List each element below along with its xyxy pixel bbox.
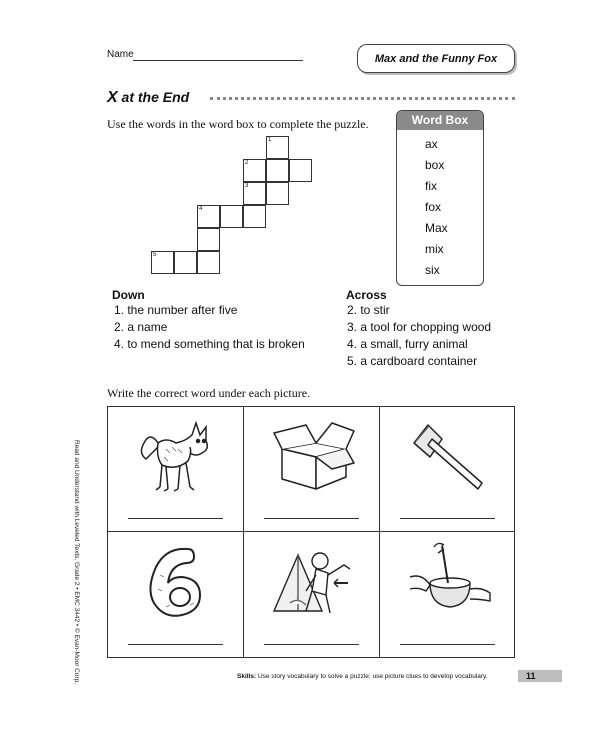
crossword-cell[interactable] [266,136,289,159]
across-clues-title: Across [346,288,387,302]
down-clue: 4. to mend something that is broken [114,337,305,351]
word-box-item: ax [425,137,438,151]
picture-grid [107,406,515,658]
box-icon [272,413,356,497]
word-box-item: mix [425,242,444,256]
ax-icon [408,413,492,497]
crossword-cell[interactable] [243,159,266,182]
picture-cell-fix [244,533,380,659]
copyright-side-text: Read and Understand with Leveled Texts, Grade 2 • EMC 3442 • © Evan-Moor Corp. [73,440,80,685]
down-clues-title: Down [112,288,145,302]
puzzle-instruction: Use the words in the word box to complete the puzzle. [107,117,369,131]
fox-icon [136,413,216,497]
name-label: Name [107,49,134,60]
answer-line[interactable] [128,644,223,645]
skills-text: Use story vocabulary to solve a puzzle; use picture clues to develop vocabulary. [256,673,488,680]
word-box-item: six [425,263,440,277]
word-box-item: fix [425,179,437,193]
word-box-item: box [425,158,445,172]
page-number: 11 [518,670,562,682]
across-clue: 3. a tool for chopping wood [347,320,492,334]
crossword-cell[interactable] [289,159,312,182]
picture-cell-six [108,533,244,659]
picture-cell-box [244,407,380,533]
word-box-title: Word Box [397,111,483,130]
crossword-cell[interactable] [197,228,220,251]
picture-cell-ax [380,407,516,533]
word-box-item: fox [425,200,442,214]
down-clues [112,288,305,353]
story-title-badge [357,44,515,73]
down-clue: 1. the number after five [114,303,238,317]
section-title-rest: at the End [117,89,190,105]
skills-label: Skills: [237,673,257,680]
crossword-cell[interactable] [151,251,174,274]
crossword-cell[interactable] [174,251,197,274]
clue-number: 3 [245,183,249,189]
clue-number: 4 [199,206,203,212]
answer-line[interactable] [264,644,359,645]
six-icon [136,539,216,623]
crossword-cell[interactable] [197,251,220,274]
down-clue: 2. a name [114,320,168,334]
answer-line[interactable] [400,644,495,645]
answer-line[interactable] [128,518,223,519]
clue-number: 1 [268,137,272,143]
across-clue: 5. a cardboard container [347,354,478,368]
section-title [107,89,189,107]
clue-number: 5 [153,252,157,258]
answer-line[interactable] [400,518,495,519]
name-input-line[interactable] [133,60,303,61]
word-box [396,110,484,286]
mix-icon [408,539,492,623]
crossword-cell[interactable] [220,205,243,228]
across-clue: 4. a small, furry animal [347,337,468,351]
word-box-item: Max [425,221,448,235]
crossword-cell[interactable] [266,159,289,182]
crossword-cell[interactable] [266,182,289,205]
crossword-cell[interactable] [243,205,266,228]
fix-icon [272,539,356,623]
picture-cell-mix [380,533,516,659]
picture-instruction: Write the correct word under each picture. [107,386,311,400]
answer-line[interactable] [264,518,359,519]
crossword-cell[interactable] [243,182,266,205]
skills-footer [237,673,488,680]
clue-number: 2 [245,160,249,166]
across-clue: 2. to stir [347,303,390,317]
picture-cell-fox [108,407,244,533]
story-title: Max and the Funny Fox [374,52,498,65]
word-box-list [397,130,483,281]
across-clues [346,288,491,370]
dotted-divider [210,97,515,100]
section-title-x: X [107,89,118,106]
crossword-cell[interactable] [197,205,220,228]
